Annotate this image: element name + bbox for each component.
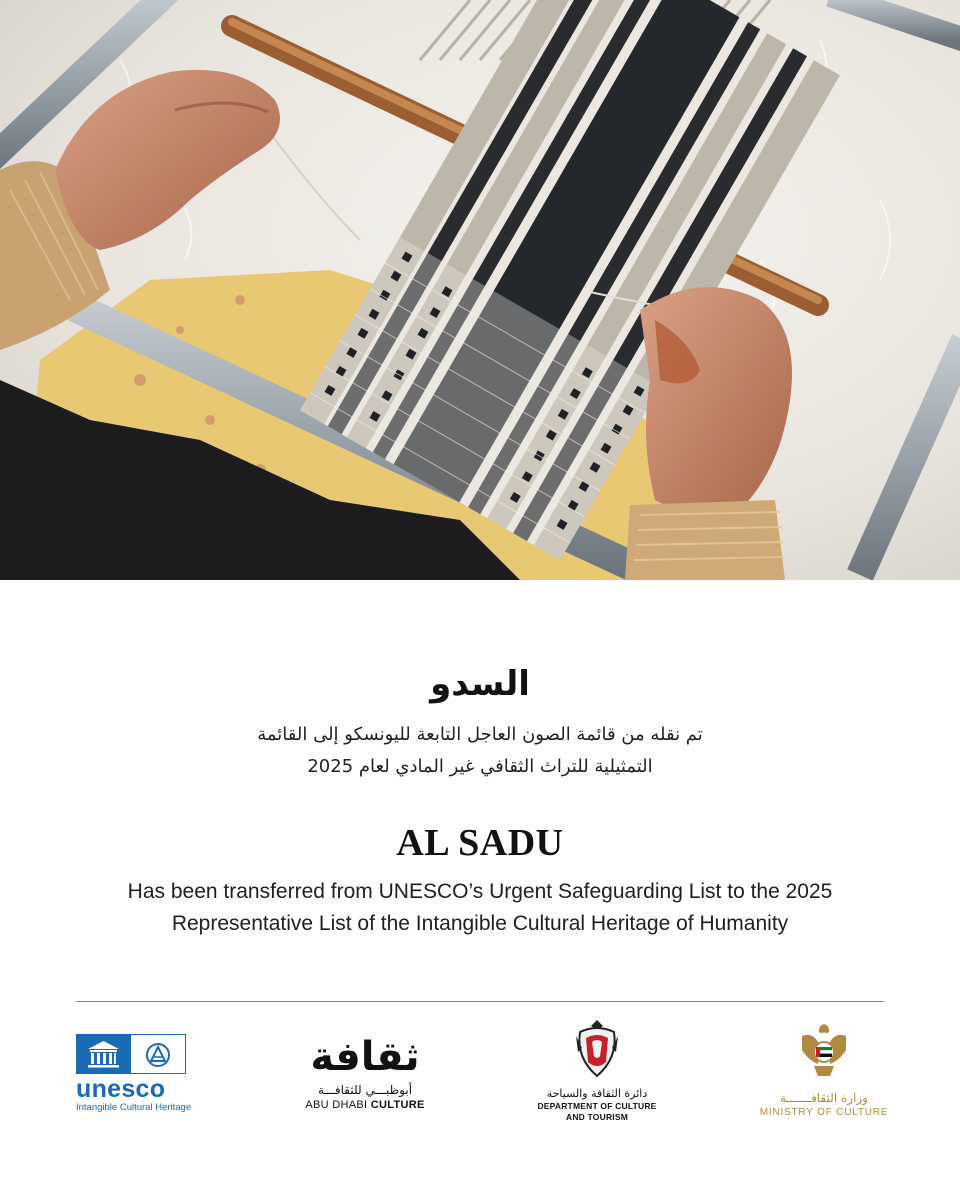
- dct-english-line-1: DEPARTMENT OF CULTURE: [537, 1101, 657, 1111]
- arabic-description-line-2: التمثيلية للتراث الثقافي غير المادي لعام 2025: [307, 756, 653, 777]
- ministry-of-culture-logo: [756, 1020, 892, 1119]
- dct-logo: [527, 1018, 667, 1123]
- ich-emblem-icon: [131, 1034, 186, 1074]
- uae-falcon-emblem-icon: [796, 1020, 852, 1082]
- divider: [76, 1001, 884, 1002]
- partner-logos: [0, 1010, 960, 1200]
- dct-english-line-2: AND TOURISM: [565, 1112, 628, 1122]
- english-description-line-2: Representative List of the Intangible Cultural Heritage of Humanity: [171, 912, 789, 935]
- abu-dhabi-culture-english: ABU DHABI CULTURE: [305, 1099, 425, 1111]
- abu-dhabi-culture-logo: [300, 1034, 430, 1112]
- unesco-logo: [76, 1034, 196, 1114]
- weaving-illustration: [0, 0, 960, 580]
- abu-dhabi-culture-arabic: أبوظبـــي للثقافـــة: [317, 1083, 413, 1097]
- announcement-text: [0, 580, 960, 1000]
- unesco-temple-icon: [76, 1034, 131, 1074]
- english-description-line-1: Has been transferred from UNESCO’s Urgent Safeguarding List to the 2025: [127, 880, 833, 903]
- ministry-english: MINISTRY OF CULTURE: [759, 1107, 889, 1118]
- unesco-subtitle: Intangible Cultural Heritage: [76, 1102, 192, 1113]
- hero-photo: [0, 0, 960, 580]
- arabic-title: السدو: [430, 664, 530, 704]
- arabic-description-line-1: تم نقله من قائمة الصون العاجل التابعة لليونسكو إلى القائمة: [257, 724, 703, 745]
- falcon-crest-icon: [572, 1018, 622, 1080]
- english-title: AL SADU: [396, 822, 564, 864]
- thaqafa-wordmark: ثقافة: [310, 1034, 420, 1080]
- ministry-arabic: وزارة الثقافـــــــة: [780, 1091, 868, 1105]
- dct-arabic: دائرة الثقافة والسياحة: [546, 1087, 648, 1100]
- unesco-wordmark: unesco: [76, 1075, 166, 1103]
